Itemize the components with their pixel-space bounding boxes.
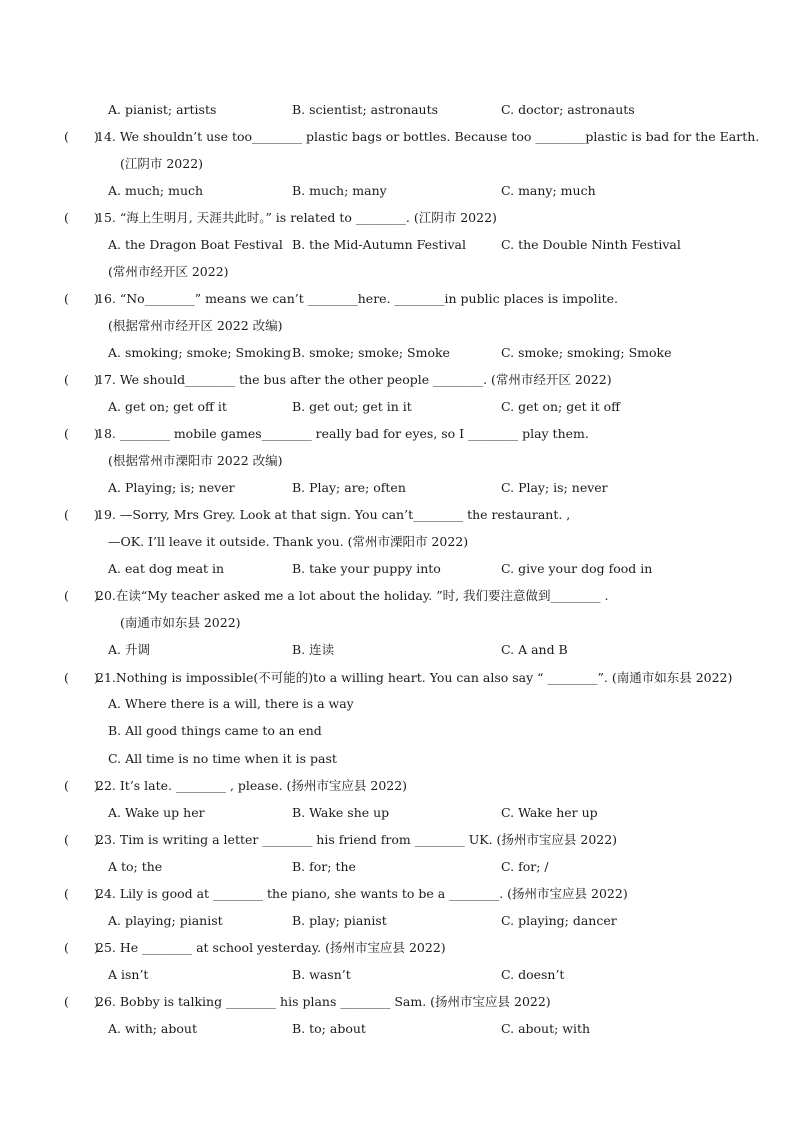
q20-source: (南通市如东县 2022): [120, 615, 241, 630]
q23-option-c: C. for; /: [501, 859, 549, 874]
q14-option-b: B. much; many: [292, 183, 387, 198]
q18-stem: 18. ________ mobile games________ really bad for eyes, so I ________ play them.: [96, 426, 589, 441]
q21-option-c: C. All time is no time when it is past: [108, 751, 337, 766]
answer-blank: ( ): [64, 778, 99, 793]
q14-option-c: C. many; much: [501, 183, 596, 198]
answer-blank: ( ): [64, 886, 99, 901]
q20-stem: 20.在读“My teacher asked me a lot about the holiday. ”时, 我们要注意做到________ .: [96, 588, 609, 603]
q15-source: (常州市经开区 2022): [108, 264, 229, 279]
q21-option-a: A. Where there is a will, there is a way: [108, 696, 354, 711]
q25-stem: 25. He ________ at school yesterday. (扬州市宝应县 2022): [96, 940, 446, 955]
q19-option-a: A. eat dog meat in: [108, 561, 225, 576]
q24-stem: 24. Lily is good at ________ the piano, she wants to be a ________. (扬州市宝应县 2022): [96, 886, 628, 901]
q17-option-c: C. get on; get it off: [501, 399, 621, 414]
q15-option-b: B. the Mid-Autumn Festival: [292, 237, 466, 252]
q17-option-b: B. get out; get in it: [292, 399, 412, 414]
q26-option-c: C. about; with: [501, 1021, 591, 1036]
q26-option-a: A. with; about: [108, 1021, 197, 1036]
q25-option-c: C. doesn’t: [501, 967, 565, 982]
q26-option-b: B. to; about: [292, 1021, 366, 1036]
q21-option-b: B. All good things came to an end: [108, 723, 322, 738]
q17-stem: 17. We should________ the bus after the other people ________. (常州市经开区 2022): [96, 372, 612, 387]
q23-option-a: A to; the: [108, 859, 163, 874]
q16-source: (根据常州市经开区 2022 改编): [108, 318, 283, 333]
q15-stem: 15. “海上生明月, 天涯共此时。” is related to ________. (江阴市 2022): [96, 210, 497, 225]
answer-blank: ( ): [64, 210, 99, 225]
q22-option-b: B. Wake she up: [292, 805, 390, 820]
answer-blank: ( ): [64, 994, 99, 1009]
q17-option-a: A. get on; get off it: [108, 399, 227, 414]
q14-source: (江阴市 2022): [120, 156, 204, 171]
q18-option-a: A. Playing; is; never: [108, 480, 235, 495]
q25-option-b: B. wasn’t: [292, 967, 351, 982]
q14-option-a: A. much; much: [108, 183, 204, 198]
answer-blank: ( ): [64, 372, 99, 387]
answer-blank: ( ): [64, 291, 99, 306]
q19-option-b: B. take your puppy into: [292, 561, 441, 576]
answer-blank: ( ): [64, 588, 99, 603]
q22-stem: 22. It’s late. ________ , please. (扬州市宝应县 2022): [96, 778, 408, 793]
q20-option-a: A. 升调: [108, 642, 150, 657]
q13-option-c: C. doctor; astronauts: [501, 102, 635, 117]
q26-stem: 26. Bobby is talking ________ his plans ________ Sam. (扬州市宝应县 2022): [96, 994, 551, 1009]
q19-option-c: C. give your dog food in: [501, 561, 653, 576]
q16-option-c: C. smoke; smoking; Smoke: [501, 345, 672, 360]
q18-source: (根据常州市溧阳市 2022 改编): [108, 453, 283, 468]
q20-option-b: B. 连读: [292, 642, 335, 657]
q16-stem: 16. “No________” means we can’t ________here. ________in public places is impolite.: [96, 291, 618, 306]
q16-option-a: A. smoking; smoke; Smoking: [108, 345, 292, 360]
q22-option-a: A. Wake up her: [108, 805, 205, 820]
q24-option-c: C. playing; dancer: [501, 913, 617, 928]
q19-stem: 19. —Sorry, Mrs Grey. Look at that sign. You can’t________ the restaurant. ,: [96, 507, 571, 522]
q22-option-c: C. Wake her up: [501, 805, 598, 820]
q13-option-b: B. scientist; astronauts: [292, 102, 439, 117]
q15-option-c: C. the Double Ninth Festival: [501, 237, 681, 252]
q19-stem2: —OK. I’ll leave it outside. Thank you. (常州市溧阳市 2022): [108, 534, 469, 549]
q23-option-b: B. for; the: [292, 859, 356, 874]
q15-option-a: A. the Dragon Boat Festival: [108, 237, 283, 252]
q18-option-c: C. Play; is; never: [501, 480, 608, 495]
q24-option-b: B. play; pianist: [292, 913, 387, 928]
q20-option-c: C. A and B: [501, 642, 568, 657]
q13-option-a: A. pianist; artists: [108, 102, 217, 117]
q16-option-b: B. smoke; smoke; Smoke: [292, 345, 450, 360]
answer-blank: ( ): [64, 507, 99, 522]
answer-blank: ( ): [64, 129, 99, 144]
answer-blank: ( ): [64, 426, 99, 441]
q14-stem: 14. We shouldn’t use too________ plastic bags or bottles. Because too ________plastic is bad for the Earth.: [96, 129, 760, 144]
q18-option-b: B. Play; are; often: [292, 480, 406, 495]
answer-blank: ( ): [64, 832, 99, 847]
q25-option-a: A isn’t: [108, 967, 149, 982]
q21-stem: 21.Nothing is impossible(不可能的)to a willing heart. You can also say “ ________”. (南通市如东县 2022): [96, 670, 733, 685]
q24-option-a: A. playing; pianist: [108, 913, 223, 928]
answer-blank: ( ): [64, 670, 99, 685]
answer-blank: ( ): [64, 940, 99, 955]
q23-stem: 23. Tim is writing a letter ________ his friend from ________ UK. (扬州市宝应县 2022): [96, 832, 618, 847]
